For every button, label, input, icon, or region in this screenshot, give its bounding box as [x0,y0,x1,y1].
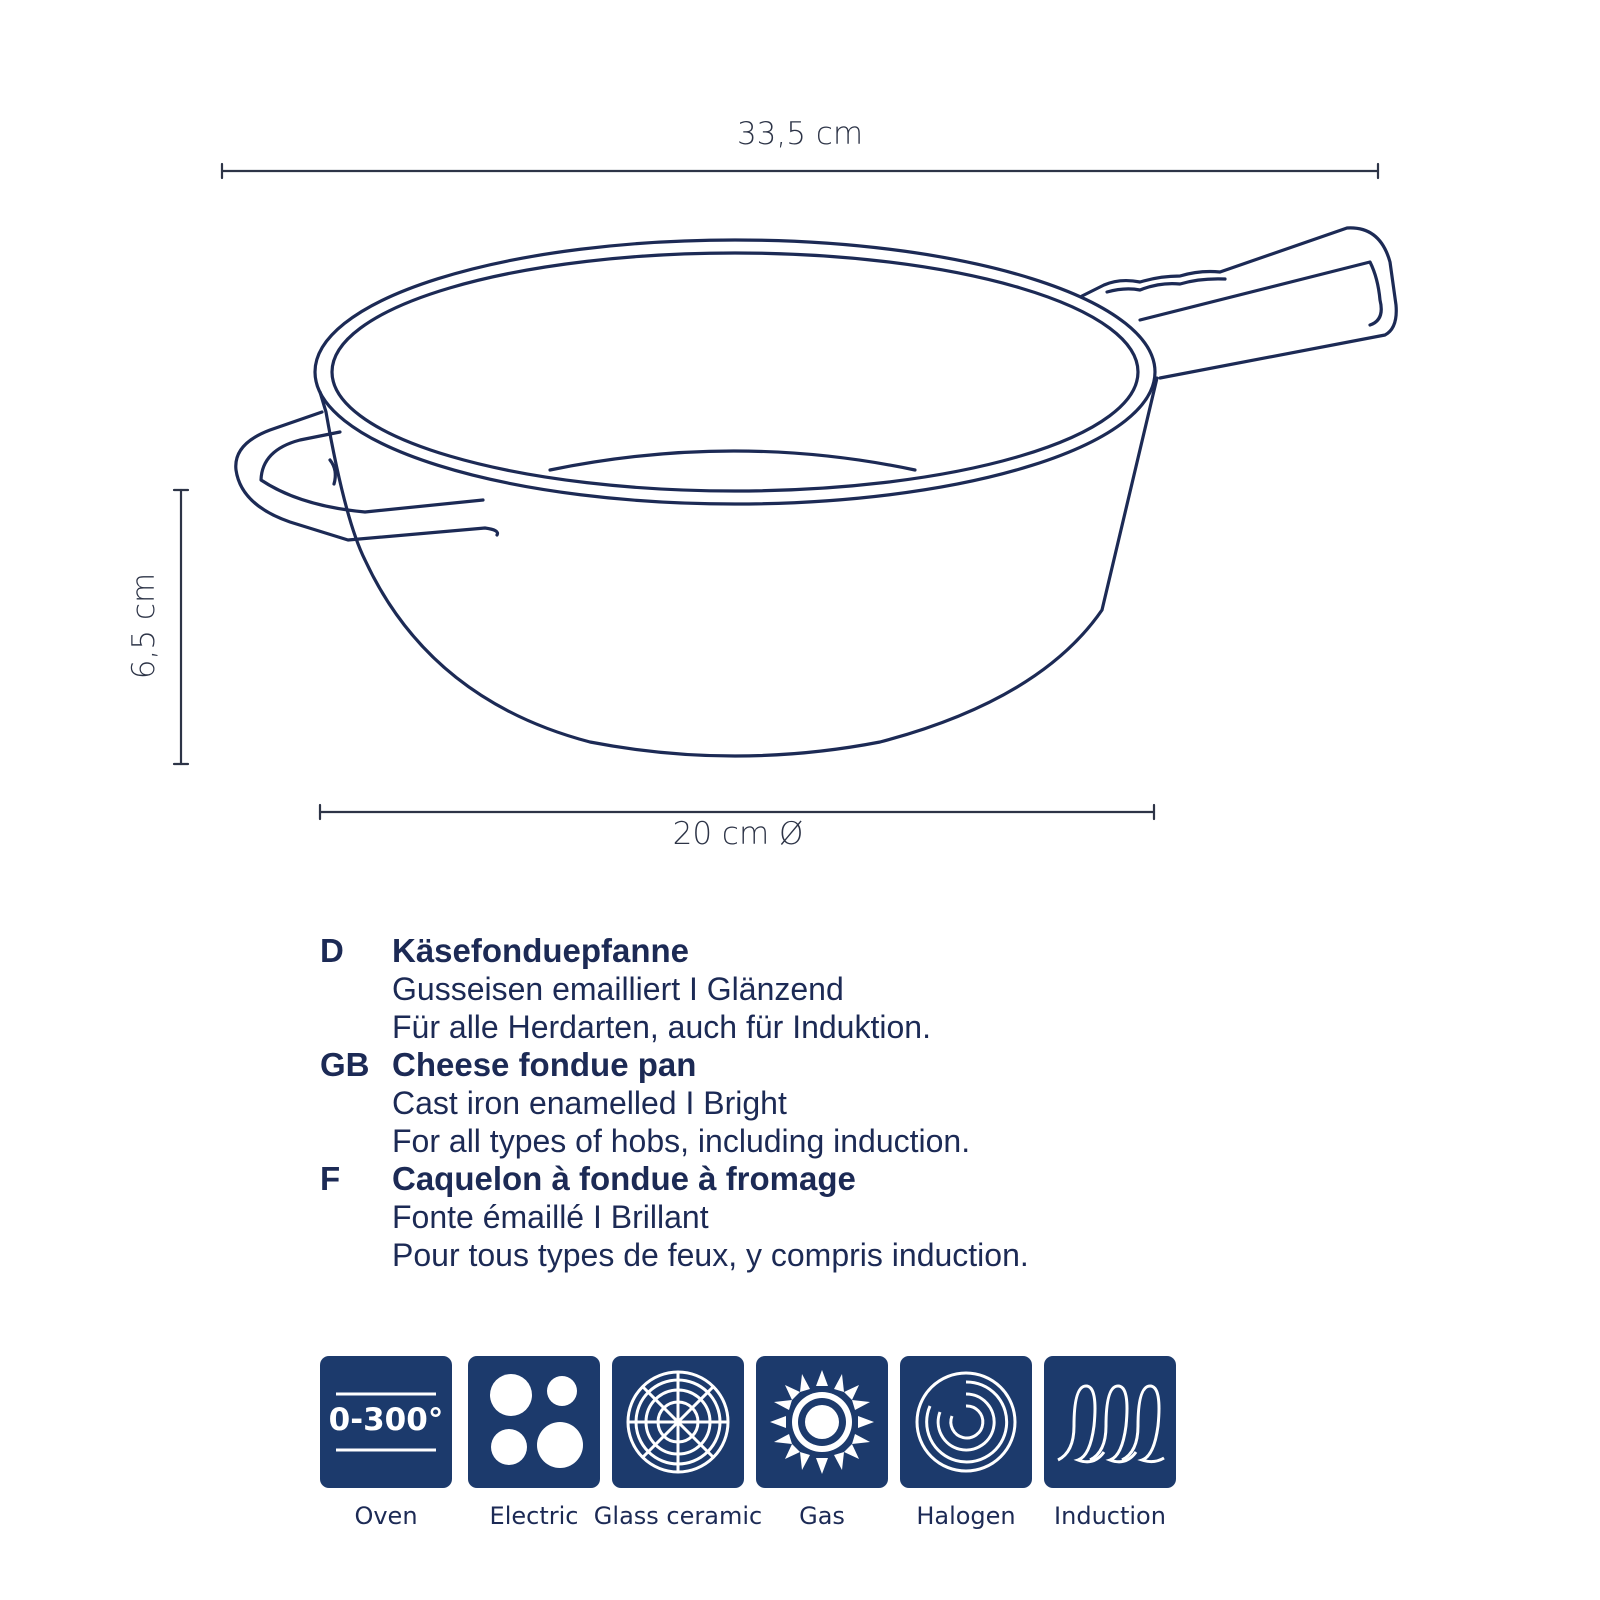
glass-ceramic-hob-icon [612,1356,744,1488]
long-handle-outline [1082,228,1396,378]
icon-label-electric: Electric [489,1502,579,1530]
icon-label-induction: Induction [1054,1502,1166,1530]
diameter-dimension-label: 20 cm Ø [672,816,804,852]
hob-induction [1044,1356,1176,1530]
width-dimension-label: 33,5 cm [736,116,864,152]
hob-gas [756,1356,888,1530]
material-line: Cast iron enamelled I Bright [392,1085,787,1121]
pan-outline [236,228,1396,756]
hob-electric [468,1356,600,1530]
product-title: Käsefonduepfanne [392,932,690,969]
language-code: D [320,932,344,969]
description-french [320,1160,1320,1274]
height-dimension-label: 6,5 cm [126,572,162,680]
side-handle-outline [236,412,498,540]
language-code: GB [320,1046,370,1083]
induction-hob-icon [1044,1356,1176,1488]
language-code: F [320,1160,341,1197]
description-german [320,932,1320,1046]
oven-icon [320,1356,452,1488]
hob-glass-ceramic [593,1356,763,1530]
hob-halogen [900,1356,1032,1530]
hob-compatibility-icons [320,1356,1180,1536]
hob-compatibility-line: Für alle Herdarten, auch für Induktion. [392,1009,931,1045]
gas-hob-icon [756,1356,888,1488]
hob-oven [320,1356,452,1530]
icon-label-oven: Oven [354,1502,418,1530]
material-line: Fonte émaillé I Brillant [392,1199,709,1235]
material-line: Gusseisen emailliert I Glänzend [392,971,844,1007]
product-description [320,932,1320,1274]
halogen-hob-icon [900,1356,1032,1488]
icon-label-gas: Gas [799,1502,845,1530]
hob-compatibility-line: For all types of hobs, including induction. [392,1123,971,1159]
product-title: Caquelon à fondue à fromage [392,1160,856,1197]
icon-label-glass-ceramic: Glass ceramic [593,1502,763,1530]
description-english [320,1046,1320,1160]
electric-hob-icon [468,1356,600,1488]
product-title: Cheese fondue pan [392,1046,697,1083]
hob-compatibility-line: Pour tous types de feux, y compris induction. [392,1237,1029,1273]
oven-temperature-badge: 0-300° [328,1402,444,1438]
icon-label-halogen: Halogen [916,1502,1016,1530]
